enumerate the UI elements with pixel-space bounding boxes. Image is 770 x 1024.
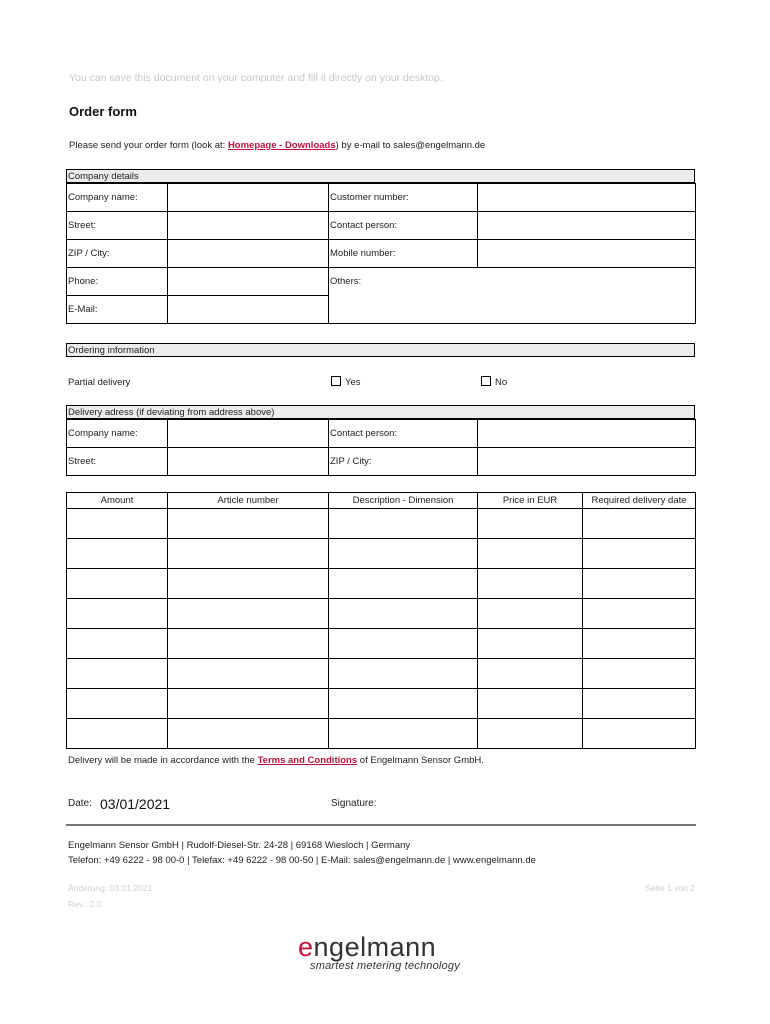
street-label: Street: — [67, 212, 168, 240]
desktop-fill-hint: You can save this document on your computer and fill it directly on your desktop. — [69, 72, 443, 84]
partial-delivery-yes[interactable] — [331, 376, 361, 388]
order-cell[interactable] — [168, 719, 329, 749]
description-column-header: Description - Dimension — [329, 493, 478, 509]
order-cell[interactable] — [168, 689, 329, 719]
table-row — [67, 509, 696, 539]
company-details-table — [66, 183, 696, 324]
order-cell[interactable] — [67, 539, 168, 569]
table-row — [67, 659, 696, 689]
company-name-label: Company name: — [67, 184, 168, 212]
engelmann-logo — [298, 932, 478, 972]
email-label: E-Mail: — [67, 296, 168, 324]
order-cell[interactable] — [583, 629, 696, 659]
table-row — [67, 629, 696, 659]
order-cell[interactable] — [583, 719, 696, 749]
delivery-contact-person-label: Contact person: — [329, 420, 478, 448]
partial-delivery-no[interactable] — [481, 376, 507, 388]
order-cell[interactable] — [329, 569, 478, 599]
order-cell[interactable] — [478, 629, 583, 659]
homepage-downloads-link[interactable]: Homepage - Downloads — [227, 140, 336, 151]
order-cell[interactable] — [583, 569, 696, 599]
order-cell[interactable] — [168, 599, 329, 629]
order-cell[interactable] — [583, 599, 696, 629]
order-cell[interactable] — [329, 509, 478, 539]
terms-and-conditions-link[interactable]: Terms and Conditions — [257, 755, 358, 766]
terms-before: Delivery will be made in accordance with the — [68, 755, 258, 766]
order-cell[interactable] — [67, 569, 168, 599]
delivery-zip-city-field[interactable] — [478, 448, 696, 476]
order-cell[interactable] — [329, 689, 478, 719]
order-cell[interactable] — [168, 509, 329, 539]
delivery-street-label: Street: — [67, 448, 168, 476]
contact-person-field[interactable] — [478, 212, 696, 240]
phone-label: Phone: — [67, 268, 168, 296]
footer-address: Engelmann Sensor GmbH | Rudolf-Diesel-Str. 24-28 | 69168 Wiesloch | Germany — [68, 840, 411, 851]
date-field[interactable]: 03/01/2021 — [100, 796, 171, 812]
order-cell[interactable] — [67, 509, 168, 539]
others-label: Others: — [330, 276, 362, 287]
amount-column-header: Amount — [67, 493, 168, 509]
company-name-field[interactable] — [168, 184, 329, 212]
order-items-body — [67, 509, 696, 749]
table-row — [67, 719, 696, 749]
order-cell[interactable] — [583, 539, 696, 569]
table-row — [67, 569, 696, 599]
signature-label: Signature: — [331, 798, 377, 809]
street-field[interactable] — [168, 212, 329, 240]
order-cell[interactable] — [478, 719, 583, 749]
zip-city-field[interactable] — [168, 240, 329, 268]
footer-contact: Telefon: +49 6222 - 98 00-0 | Telefax: +49 6222 - 98 00-50 | E-Mail: sales@engelmann.de | www.engelmann.de — [68, 855, 536, 866]
order-cell[interactable] — [168, 629, 329, 659]
order-cell[interactable] — [478, 509, 583, 539]
yes-checkbox[interactable] — [331, 376, 341, 386]
customer-number-label: Customer number: — [329, 184, 478, 212]
change-date: Änderung: 03.01.2021 — [68, 883, 153, 893]
order-cell[interactable] — [329, 539, 478, 569]
order-cell[interactable] — [67, 689, 168, 719]
email-field[interactable] — [168, 296, 329, 324]
table-row — [67, 689, 696, 719]
delivery-address-table — [66, 419, 696, 476]
logo-e: e — [298, 932, 314, 962]
delivery-street-field[interactable] — [168, 448, 329, 476]
page-title: Order form — [69, 104, 137, 119]
ordering-info-header: Ordering information — [66, 343, 695, 357]
logo-name: ngelmann — [313, 932, 437, 962]
phone-field[interactable] — [168, 268, 329, 296]
order-cell[interactable] — [168, 569, 329, 599]
terms-after: of Engelmann Sensor GmbH. — [357, 755, 484, 766]
order-cell[interactable] — [168, 539, 329, 569]
order-cell[interactable] — [67, 599, 168, 629]
order-cell[interactable] — [478, 689, 583, 719]
delivery-contact-person-field[interactable] — [478, 420, 696, 448]
price-column-header: Price in EUR — [478, 493, 583, 509]
intro-after: ) by e-mail to sales@engelmann.de — [335, 140, 486, 151]
delivery-date-column-header: Required delivery date — [583, 493, 696, 509]
table-row — [67, 539, 696, 569]
terms-text — [68, 755, 484, 766]
order-cell[interactable] — [329, 629, 478, 659]
order-cell[interactable] — [478, 539, 583, 569]
delivery-zip-city-label: ZIP / City: — [329, 448, 478, 476]
date-label: Date: — [68, 798, 92, 809]
partial-delivery-label: Partial delivery — [68, 377, 131, 388]
order-items-table — [66, 492, 696, 749]
delivery-address-header: Delivery adress (if deviating from address above) — [66, 405, 695, 419]
order-cell[interactable] — [478, 659, 583, 689]
order-cell[interactable] — [168, 659, 329, 689]
no-checkbox[interactable] — [481, 376, 491, 386]
delivery-company-name-label: Company name: — [67, 420, 168, 448]
customer-number-field[interactable] — [478, 184, 696, 212]
yes-label: Yes — [345, 377, 361, 388]
order-cell[interactable] — [329, 659, 478, 689]
zip-city-label: ZIP / City: — [67, 240, 168, 268]
order-cell[interactable] — [67, 719, 168, 749]
intro-before: Please send your order form (look at: — [69, 140, 228, 151]
logo-wordmark — [298, 932, 478, 963]
page-number: Seite 1 von 2 — [645, 883, 695, 893]
no-label: No — [495, 377, 508, 388]
contact-person-label: Contact person: — [329, 212, 478, 240]
company-details-header: Company details — [66, 169, 695, 183]
order-cell[interactable] — [329, 599, 478, 629]
table-row — [67, 599, 696, 629]
others-field[interactable] — [329, 268, 696, 324]
intro-text — [69, 140, 485, 151]
order-cell[interactable] — [583, 689, 696, 719]
order-cell[interactable] — [478, 599, 583, 629]
order-cell[interactable] — [583, 509, 696, 539]
order-cell[interactable] — [67, 659, 168, 689]
mobile-number-field[interactable] — [478, 240, 696, 268]
logo-tagline: smartest metering technology — [310, 960, 460, 972]
revision: Rev.: 2.0 — [68, 899, 102, 909]
order-cell[interactable] — [478, 569, 583, 599]
order-cell[interactable] — [583, 659, 696, 689]
article-number-column-header: Article number — [168, 493, 329, 509]
mobile-number-label: Mobile number: — [329, 240, 478, 268]
order-cell[interactable] — [67, 629, 168, 659]
order-cell[interactable] — [329, 719, 478, 749]
footer-divider — [66, 824, 696, 826]
delivery-company-name-field[interactable] — [168, 420, 329, 448]
